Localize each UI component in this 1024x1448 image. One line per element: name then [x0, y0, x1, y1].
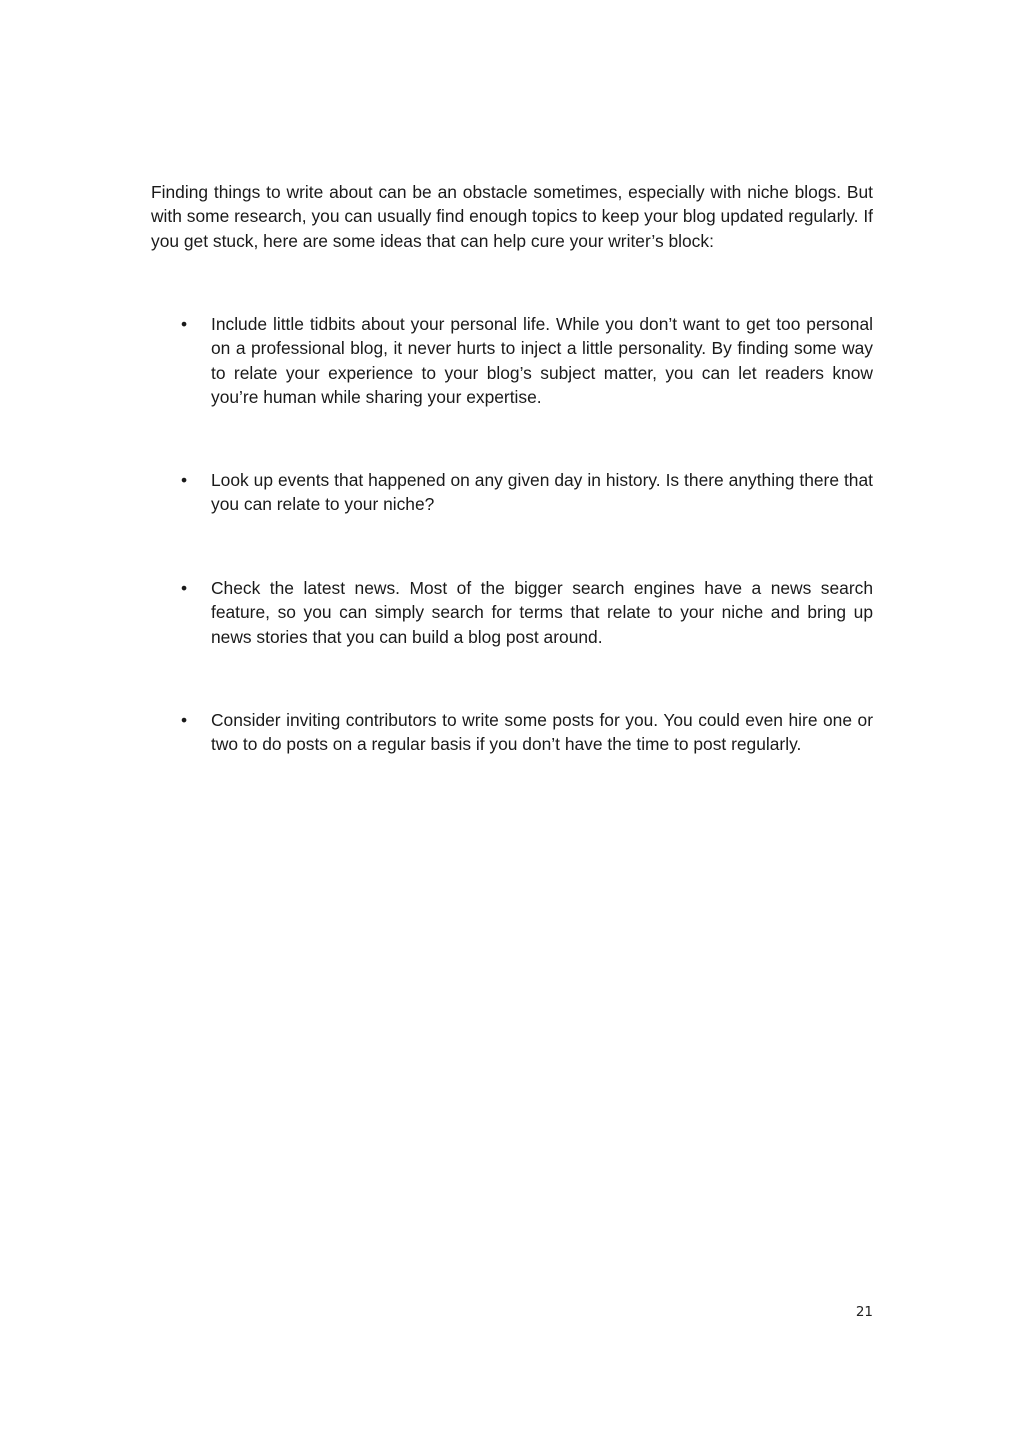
- idea-text: Look up events that happened on any given day in history. Is there anything there that you can relate to your niche?: [211, 470, 873, 515]
- idea-list-item: [178, 708, 873, 757]
- bullet-icon: •: [181, 314, 188, 334]
- bullet-icon: •: [181, 578, 188, 598]
- idea-list-item: [178, 312, 873, 410]
- page-number: 21: [855, 1304, 873, 1320]
- idea-text: Consider inviting contributors to write some posts for you. You could even hire one or two to do posts on a regular basis if you don’t have the time to post regularly.: [211, 710, 873, 755]
- bullet-icon: •: [181, 470, 188, 490]
- intro-paragraph: Finding things to write about can be an obstacle sometimes, especially with niche blogs. But with some research, you can usually find enough topics to keep your blog updated regularly. If you get stuck, here are some ideas that can help cure your writer’s block:: [151, 182, 873, 251]
- idea-list-item: [178, 576, 873, 649]
- bullet-icon: •: [181, 710, 188, 730]
- idea-text: Include little tidbits about your personal life. While you don’t want to get too personal on a professional blog, it never hurts to inject a little personality. By finding some way to relate your experience to your blog’s subject matter, you can let readers know you’re human while sharing your expertise.: [211, 314, 873, 408]
- idea-list-item: [178, 468, 873, 517]
- idea-text: Check the latest news. Most of the bigger search engines have a news search feature, so you can simply search for terms that relate to your niche and bring up news stories that you can build a blog post around.: [211, 578, 873, 647]
